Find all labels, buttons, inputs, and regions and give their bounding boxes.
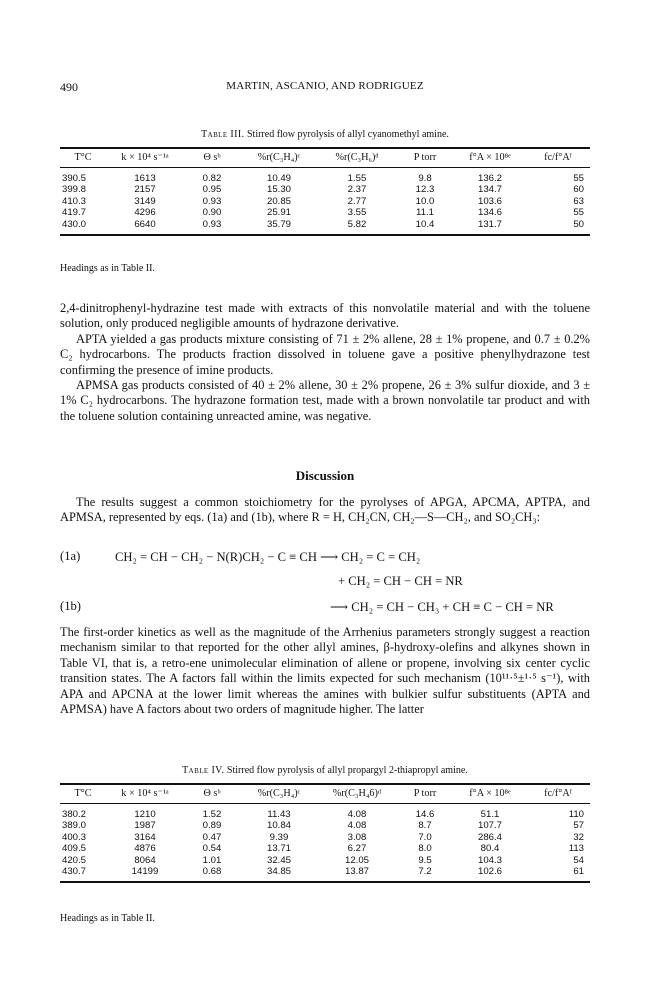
equation-expression: CH₂ = CH − CH₂ − N(R)CH₂ − C ≡ CH ⟶ CH₂ = C = CH₂ [115,550,421,564]
table-cell: 57 [573,820,584,832]
table-cell: 9.5 [418,854,432,866]
equation-1b [60,599,590,617]
table-row [60,168,590,185]
table-cell: 32.45 [266,854,291,866]
table-header-row [60,784,590,804]
table-cell: 54 [573,854,584,866]
table-cell: 55 [573,207,584,219]
table-cell: 3.08 [347,831,367,843]
page-header [60,80,590,96]
table-cell: 1.55 [347,173,367,184]
table-3 [60,147,590,236]
table-cell: 2.77 [347,195,367,207]
table-cell: 3149 [134,195,156,207]
table-cell: 32 [573,831,584,843]
page-number: 490 [60,80,78,94]
table-cell: 0.82 [202,173,222,184]
table-cell: 14.6 [415,809,435,820]
equation-1a [60,549,590,567]
column-header: fc/f°Aᶠ [544,788,572,799]
paragraph: 2,4-dinitrophenyl-hydrazine test made with extracts of this nonvolatile material and with the toluene solution, only produced negligible amounts of hydrazone derivative. [60,301,590,331]
table-cell: 389.0 [62,820,87,832]
body-text-lower [60,625,590,717]
table-cell: 6640 [134,218,156,230]
table-cell: 110 [568,809,584,820]
table-cell: 390.5 [62,173,87,184]
equation-expression: ⟶ CH₂ = CH − CH₃ + CH ≡ C − CH = NR [330,600,554,614]
table-cell: 14199 [131,866,159,878]
table-row [60,866,590,882]
table-cell: 0.54 [202,843,222,855]
table-cell: 13.71 [266,843,291,855]
table-4-label: Table IV. [182,765,225,776]
table-3-label: Table III. [201,129,245,140]
table-cell: 13.87 [344,866,369,878]
table-cell: 103.6 [477,195,502,207]
table-cell: 419.7 [62,207,87,219]
table-cell: 2.37 [347,184,367,196]
table-cell: 11.1 [416,207,434,219]
equation-label: (1a) [60,549,81,563]
table-header-row [60,148,590,168]
table-cell: 4876 [134,843,156,855]
table-cell: 20.85 [266,195,291,207]
table-cell: 104.3 [477,854,502,866]
table-cell: 1613 [134,173,156,184]
table-cell: 107.7 [477,820,502,832]
paragraph: APMSA gas products consisted of 40 ± 2% allene, 30 ± 2% propene, 26 ± 3% sulfur dioxide, and 3 ± 1% C₂ hydrocarbons. The hydrazone formation test, made with a brown nonvolatile tar product and with the toluene solution containing unreacted amine, was negative. [60,378,590,423]
table-cell: 430.0 [62,218,87,230]
table-cell: 10.84 [266,820,291,832]
equation-1a-continuation [60,574,590,592]
column-header: k × 10⁴ s⁻¹ᵃ [121,788,169,799]
table-cell: 1210 [134,809,156,820]
table-3-note: Headings as in Table II. [60,263,155,274]
table-3-caption [60,129,590,140]
column-header: T°C [74,788,92,799]
table-cell: 0.89 [202,820,222,832]
table-row [60,184,590,195]
column-header: %r(C₃H₄)ᶜ [257,788,301,799]
table-cell: 0.93 [202,218,222,230]
column-header: P torr [413,788,437,799]
paragraph: The results suggest a common stoichiometry for the pyrolyses of APGA, APCMA, APTPA, and APMSA, represented by eqs. (1a) and (1b), where R = H, CH₂CN, CH₂—S—CH₂, and SO₂CH₃: [60,495,590,525]
table-row [60,804,590,821]
column-header: P torr [413,152,437,163]
section-heading: Discussion [295,468,355,483]
table-4-note: Headings as in Table II. [60,913,155,924]
table-cell: 420.5 [62,854,87,866]
column-header: %r(C₃H₄6)ᵈ [332,788,382,799]
table-cell: 3164 [134,831,156,843]
table-cell: 1.01 [202,854,222,866]
column-header: Θ sᵇ [203,152,221,163]
running-head: MARTIN, ASCANIO, AND RODRIGUEZ [226,80,424,92]
table-4-caption [60,765,590,776]
column-header: T°C [74,152,92,163]
table-row [60,196,590,207]
column-header: fc/f°Aᶠ [544,152,572,163]
body-text-discussion [60,495,590,526]
table-cell: 2157 [134,184,156,196]
table-cell: 399.8 [62,184,87,196]
table-row [60,207,590,218]
table-row [60,832,590,843]
table-cell: 10.0 [415,195,435,207]
body-text-upper [60,301,590,424]
column-header: f°A × 10⁸ᵉ [469,152,511,163]
table-cell: 7.0 [418,831,432,843]
table-cell: 8064 [134,854,156,866]
column-header: %r(C₃H₆)ᵈ [335,152,379,163]
table-cell: 0.47 [202,831,222,843]
table-cell: 134.6 [477,207,502,219]
column-header: Θ sᵇ [203,788,221,799]
table-cell: 25.91 [266,207,291,219]
table-cell: 6.27 [347,843,367,855]
table-cell: 410.3 [62,195,87,207]
table-cell: 61 [573,866,584,878]
table-cell: 51.1 [480,809,500,820]
table-cell: 10.49 [266,173,291,184]
table-4-title: Stirred flow pyrolysis of allyl propargyl 2-thiapropyl amine. [226,765,468,776]
table-row [60,820,590,831]
table-cell: 0.93 [202,195,222,207]
table-cell: 12.3 [415,184,435,196]
table-cell: 15.30 [266,184,291,196]
column-header: k × 10⁴ s⁻¹ᵃ [121,152,169,163]
table-cell: 131.7 [477,218,502,230]
paragraph: APTA yielded a gas products mixture consisting of 71 ± 2% allene, 28 ± 1% propene, and 0.7 ± 0.2% C₂ hydrocarbons. The products fraction dissolved in toluene gave a positive phenylhydrazone test confirming the presence of imine products. [60,331,590,377]
table-cell: 134.7 [477,184,502,196]
table-cell: 0.95 [202,184,222,196]
table-cell: 0.68 [202,866,222,878]
paragraph: The first-order kinetics as well as the magnitude of the Arrhenius parameters strongly suggest a reaction mechanism similar to that reported for the other allyl amines, β-hydroxy-olefins and alkynes shown in Table VI, that is, a retro-ene unimolecular elimination of allene or propene, involving six center cyclic transition states. The A factors fall within the limits expected for such mechanism (10¹¹·⁵±¹·⁵ s⁻¹), with APA and APCNA at the lower limit whereas the amines with bulkier sulfur substituents (APTA and APMSA) have A factors about two orders of magnitude higher. The latter [60,625,590,717]
table-cell: 10.4 [415,218,435,230]
table-cell: 0.90 [202,207,222,219]
table-cell: 9.39 [269,831,289,843]
table-cell: 12.05 [344,854,369,866]
column-header: f°A × 10⁸ᵉ [469,788,511,799]
table-cell: 5.82 [347,218,367,230]
table-cell: 63 [573,195,584,207]
table-cell: 102.6 [477,866,502,878]
table-3-title: Stirred flow pyrolysis of allyl cyanomethyl amine. [246,129,449,140]
table-cell: 430.7 [62,866,87,878]
table-4 [60,783,590,883]
table-cell: 380.2 [62,809,87,820]
table-cell: 55 [573,173,584,184]
table-cell: 136.2 [477,173,502,184]
table-cell: 113 [568,843,584,855]
table-cell: 7.2 [418,866,432,878]
column-header: %r(C₃H₄)ᶜ [257,152,301,163]
table-cell: 1.52 [202,809,222,820]
table-cell: 286.4 [477,831,502,843]
table-cell: 8.0 [418,843,432,855]
table-cell: 80.4 [480,843,500,855]
table-cell: 60 [573,184,584,196]
table-cell: 34.85 [266,866,291,878]
equation-expression: + CH₂ = CH − CH = NR [338,574,463,588]
table-cell: 4.08 [347,820,367,832]
table-cell: 9.8 [418,173,432,184]
table-cell: 4.08 [347,809,367,820]
table-cell: 400.3 [62,831,87,843]
table-cell: 1987 [134,820,156,832]
table-cell: 35.79 [266,218,291,230]
table-cell: 3.55 [347,207,367,219]
table-cell: 11.43 [267,809,291,820]
equation-label: (1b) [60,599,81,613]
table-cell: 409.5 [62,843,87,855]
table-cell: 8.7 [418,820,432,832]
table-cell: 4296 [134,207,156,219]
table-cell: 50 [573,218,584,230]
table-row [60,219,590,235]
table-row [60,843,590,854]
table-row [60,855,590,866]
